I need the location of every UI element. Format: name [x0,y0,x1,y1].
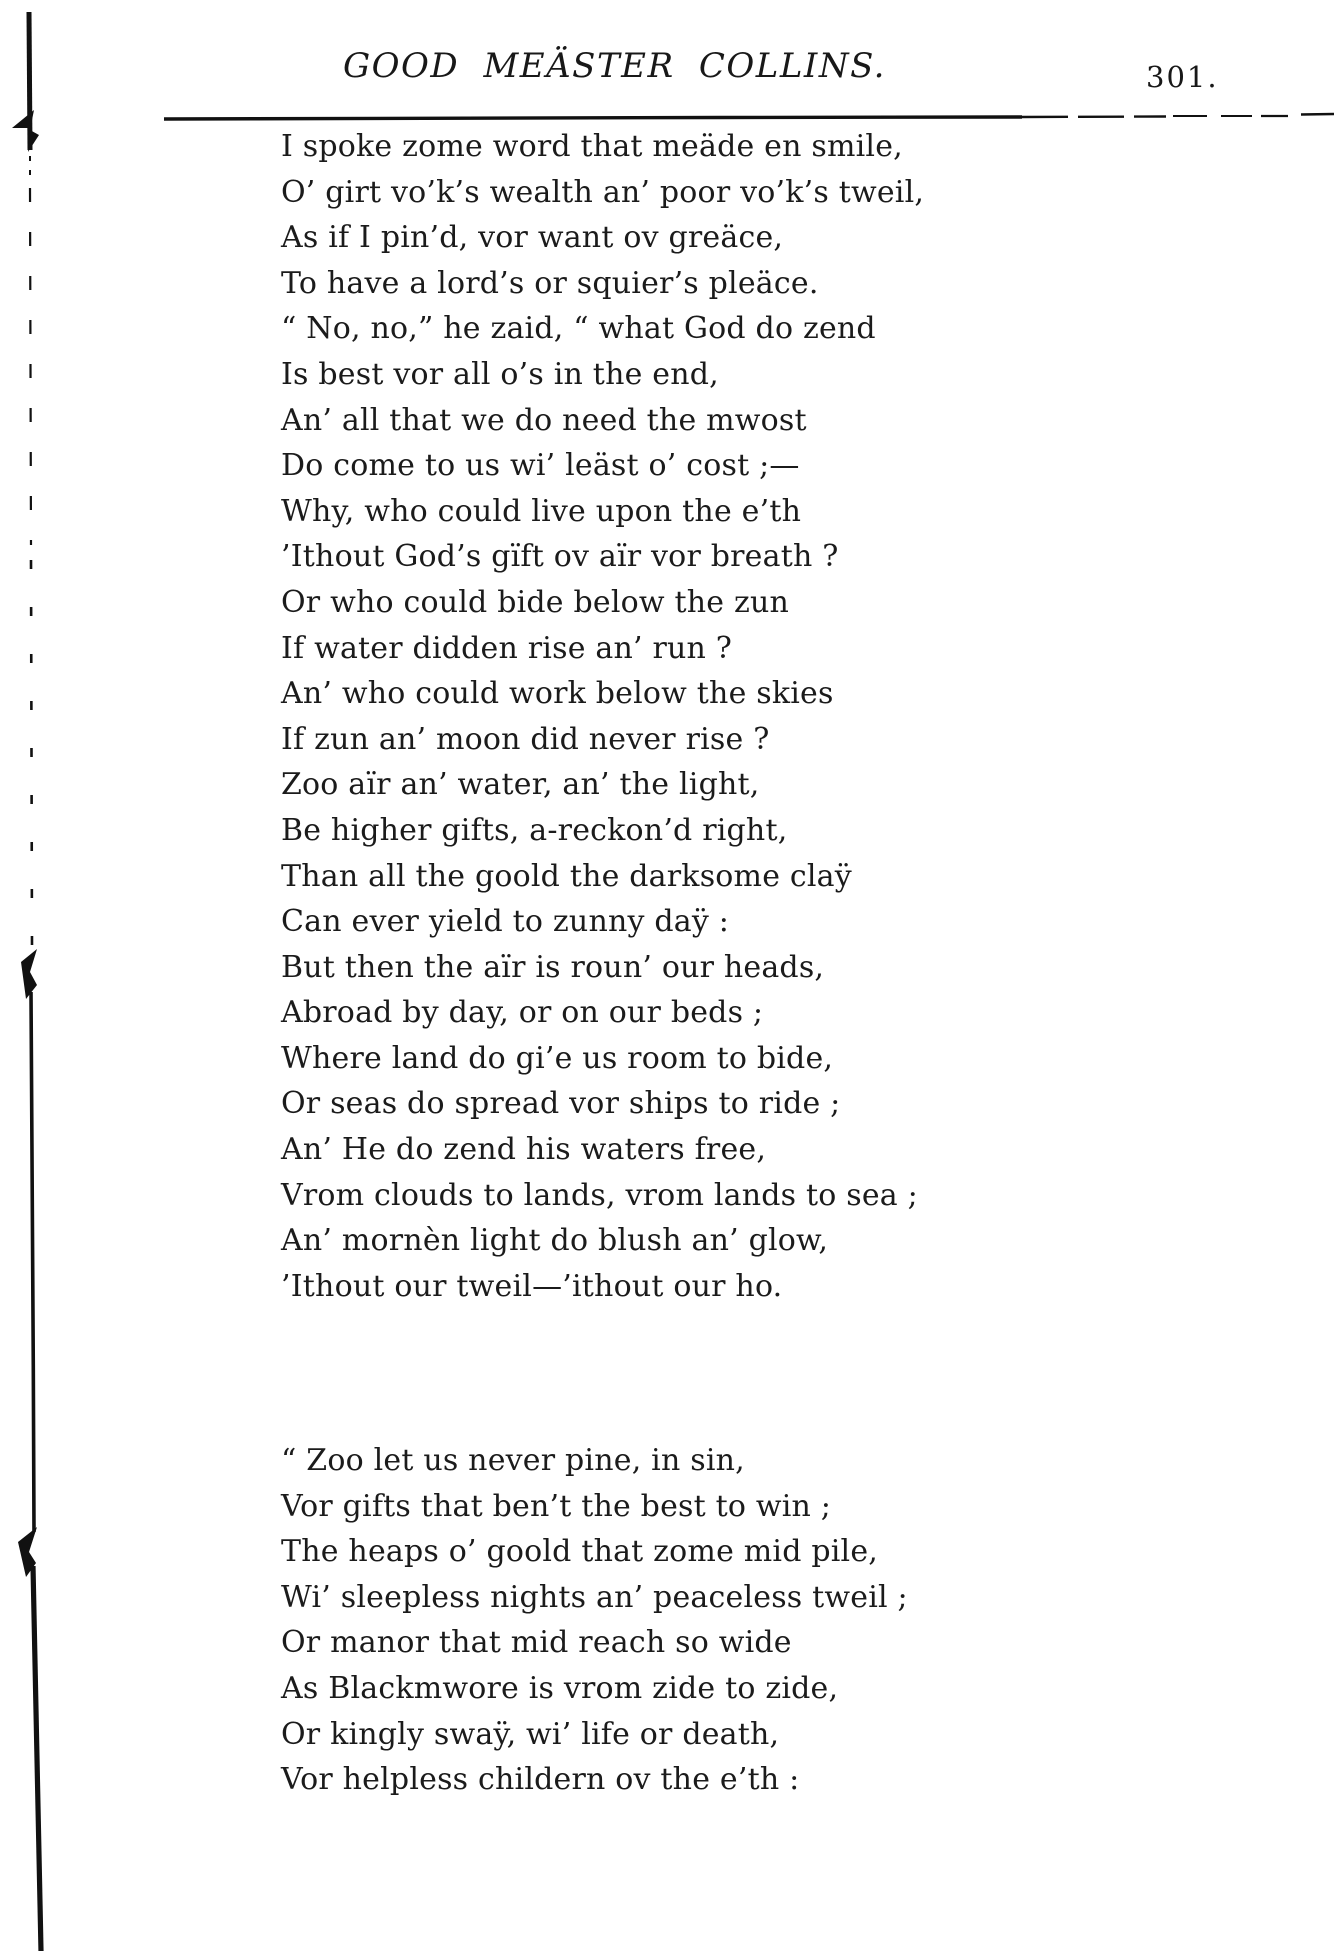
running-head-title: GOOD MEÄSTER COLLINS. [343,46,886,86]
poem-line: An’ who could work below the skies [281,676,834,712]
poem-line: Or kingly swaÿ, wi’ life or death, [281,1716,780,1752]
poem-line: If water didden rise an’ run ? [281,630,733,666]
poem-line: ’Ithout God’s gïft ov aïr vor breath ? [281,539,839,575]
poem-line: Is best vor all o’s in the end, [281,356,719,392]
stanza-2 [281,1438,1281,1803]
poem-line: “ Zoo let us never pine, in sin, [281,1443,745,1478]
poem-line: Do come to us wi’ leäst o’ cost ;— [281,448,800,484]
poem-line: Than all the goold the darksome claÿ [281,858,852,894]
poem-line: Wi’ sleepless nights an’ peaceless tweil ; [281,1579,908,1615]
poem-line: Abroad by day, or on our beds ; [281,995,764,1031]
poem-line: “ No, no,” he zaid, “ what God do zend [281,311,876,347]
poem-line: Where land do gi’e us room to bide, [281,1040,834,1076]
poem-line: Vor helpless childern ov the e’th : [281,1762,800,1798]
poem-line: To have a lord’s or squier’s pleäce. [281,265,819,301]
poem-line: As if I pin’d, vor want ov greäce, [281,220,784,256]
poem-line: Why, who could live upon the e’th [281,493,802,529]
poem-line: I spoke zome word that meäde en smile, [281,129,903,164]
poem-line: If zun an’ moon did never rise ? [281,721,770,757]
poem-line: Vrom clouds to lands, vrom lands to sea ; [281,1177,918,1213]
poem-line: ’Ithout our tweil—’ithout our ho. [281,1268,783,1304]
stanza-1 [281,124,1281,1309]
poem-line: Or manor that mid reach so wide [281,1625,792,1661]
page-number: 301. [1146,60,1219,94]
poem-line: Can ever yield to zunny daÿ : [281,904,730,940]
poem-line: The heaps o’ goold that zome mid pile, [281,1534,879,1570]
poem-line: Vor gifts that ben’t the best to win ; [281,1488,832,1524]
poem-line: As Blackmwore is vrom zide to zide, [281,1670,839,1706]
poem-line: Or who could bide below the zun [281,584,790,620]
poem-line: Zoo aïr an’ water, an’ the light, [281,767,760,803]
poem-line: O’ girt vo’k’s wealth an’ poor vo’k’s tweil, [281,174,925,210]
poem-line: An’ He do zend his waters free, [281,1132,767,1168]
poem-line: Or seas do spread vor ships to ride ; [281,1086,841,1122]
poem-line: But then the aïr is roun’ our heads, [281,949,825,985]
poem-line: An’ all that we do need the mwost [281,402,807,438]
poem-line: An’ mornèn light do blush an’ glow, [281,1223,829,1259]
poem-line: Be higher gifts, a-reckon’d right, [281,812,788,848]
binding-edge-artifact [0,0,70,1951]
